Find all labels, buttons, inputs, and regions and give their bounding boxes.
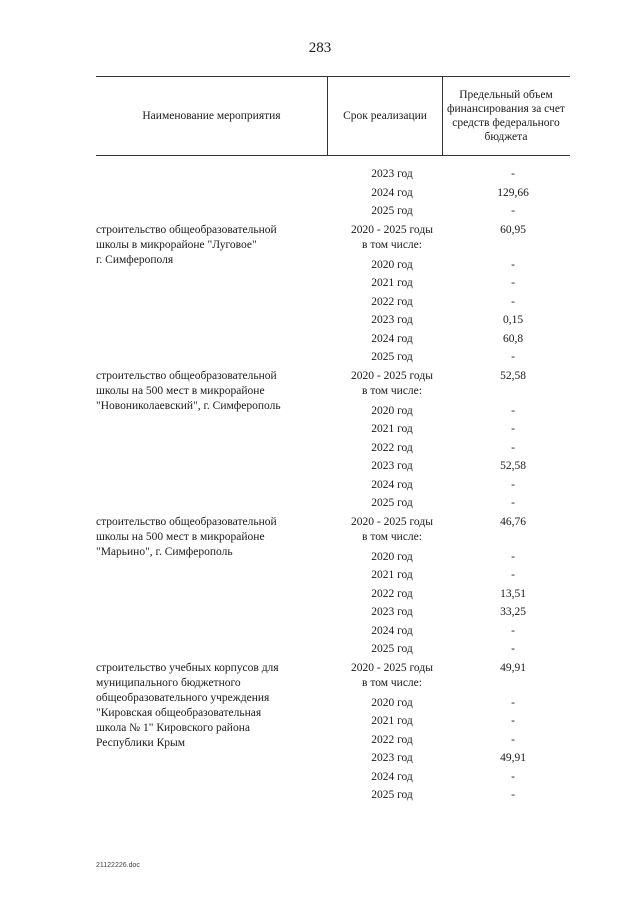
funding-value: - [511, 404, 515, 417]
period-cell: 2022 год [371, 295, 413, 308]
funding-value: 13,51 [500, 587, 526, 600]
funding-value: 49,91 [500, 752, 526, 764]
period-cell: 2020 - 2025 годы в том числе: [351, 661, 433, 689]
period-cell: 2025 год [371, 497, 413, 509]
header-period: Срок реализации [327, 77, 443, 155]
period-cell: 2020 год [371, 696, 413, 709]
period-cell: 2024 год [371, 624, 413, 637]
table-header [96, 76, 570, 156]
funding-value: - [511, 295, 515, 308]
period-cell: 2024 год [371, 478, 413, 491]
period-cell: 2023 год [371, 168, 413, 180]
period-cell: 2020 год [371, 550, 413, 563]
period-cell: 2023 год [371, 752, 413, 764]
period-cell: 2025 год [371, 351, 413, 363]
header-event-name: Наименование мероприятия [142, 110, 281, 122]
funding-value: - [511, 423, 515, 435]
funding-value: - [511, 770, 515, 783]
period-cell: 2024 год [371, 770, 413, 783]
period-cell: 2020 - 2025 годы в том числе: [351, 369, 433, 397]
funding-value: 60,8 [502, 332, 524, 345]
funding-value: - [511, 351, 515, 363]
funding-value: - [511, 624, 515, 637]
period-cell: 2022 год [371, 733, 413, 746]
funding-value: - [511, 733, 515, 746]
funding-value: - [511, 789, 515, 801]
period-cell: 2023 год [371, 606, 413, 618]
funding-value: - [511, 478, 515, 491]
funding-value: - [511, 569, 515, 581]
funding-value: - [511, 550, 515, 563]
period-cell: 2020 - 2025 годы в том числе: [351, 223, 433, 251]
period-cell: 2021 год [371, 423, 413, 435]
funding-value: - [511, 715, 515, 727]
period-cell: 2025 год [371, 205, 413, 217]
header-funding: Предельный объем финансирования за счет средств федерального бюджета [447, 89, 565, 143]
funding-value: - [511, 643, 515, 655]
funding-value: 33,25 [500, 606, 526, 618]
event-name: строительство общеобразовательной школы на 500 мест в микрорайоне "Марьино", г. Симферополь [96, 515, 277, 558]
funding-value: - [511, 497, 515, 509]
period-cell: 2023 год [371, 460, 413, 472]
funding-value: 129,66 [497, 186, 529, 199]
event-name: строительство общеобразовательной школы в микрорайоне "Луговое" г. Симферополя [96, 223, 277, 266]
funding-value: - [511, 258, 515, 271]
period-cell: 2020 - 2025 годы в том числе: [351, 515, 433, 543]
period-cell: 2021 год [371, 277, 413, 289]
funding-value: - [511, 696, 515, 709]
period-cell: 2022 год [371, 587, 413, 600]
period-cell: 2020 год [371, 404, 413, 417]
footer-filename: 21122226.doc [96, 862, 140, 869]
period-cell: 2023 год [371, 314, 413, 326]
funding-value: 49,91 [500, 661, 526, 674]
period-cell: 2024 год [371, 332, 413, 345]
funding-value: - [511, 205, 515, 217]
period-cell: 2021 год [371, 569, 413, 581]
period-cell: 2025 год [371, 789, 413, 801]
funding-value: 0,15 [502, 314, 524, 326]
period-cell: 2021 год [371, 715, 413, 727]
event-name: строительство общеобразовательной школы на 500 мест в микрорайоне "Новониколаевский", г. Симферополь [96, 369, 281, 412]
period-cell: 2025 год [371, 643, 413, 655]
funding-value: 60,95 [500, 223, 526, 236]
event-name: строительство учебных корпусов для муниципального бюджетного общеобразовательного учреждения "Кировская общеобразовательная школа № 1" Кировского района Республики Крым [96, 661, 279, 749]
funding-value: - [511, 277, 515, 289]
funding-value: - [511, 441, 515, 454]
period-cell: 2022 год [371, 441, 413, 454]
funding-value: 52,58 [500, 369, 526, 382]
funding-value: 46,76 [500, 515, 526, 528]
funding-value: - [511, 168, 515, 180]
period-cell: 2024 год [371, 186, 413, 199]
funding-value: 52,58 [500, 460, 526, 472]
page-number: 283 [308, 40, 332, 56]
period-cell: 2020 год [371, 258, 413, 271]
